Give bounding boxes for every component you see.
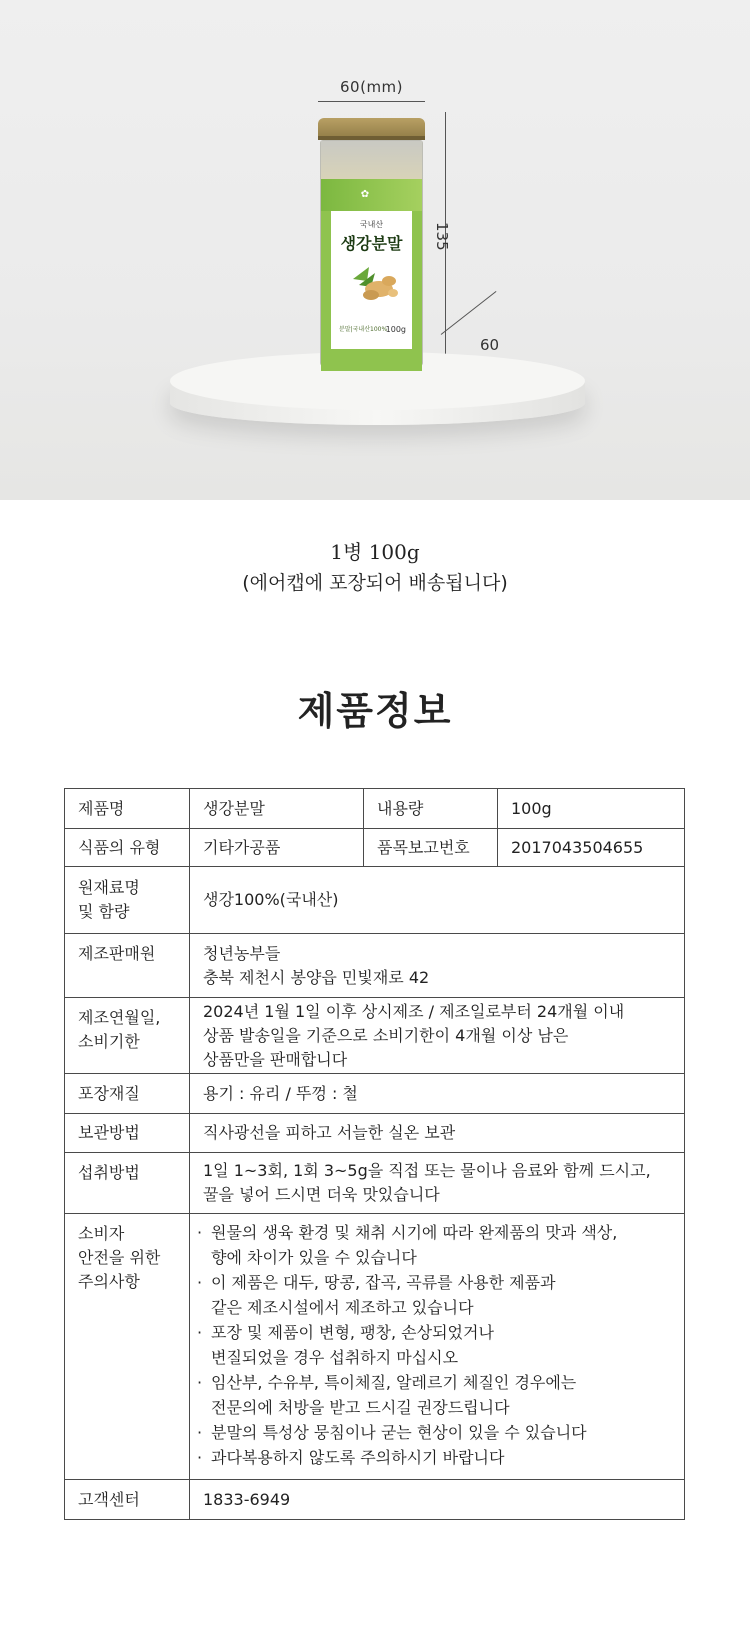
table-key-line: 주의사항 — [78, 1272, 140, 1291]
table-key — [65, 1214, 190, 1480]
table-value: 2017043504655 — [498, 829, 685, 867]
section-title: 제품정보 — [297, 688, 453, 733]
table-row — [65, 1153, 685, 1214]
table-value-line: 1일 1~3회, 1회 3~5g을 직접 또는 물이나 음료와 함께 드시고, — [203, 1161, 651, 1180]
label-bottom-band — [321, 349, 422, 371]
table-value: 생강100%(국내산) — [190, 867, 685, 934]
caption-shipping-note: (에어캡에 포장되어 배송됩니다) — [242, 572, 508, 594]
caution-line: 향에 차이가 있을 수 있습니다 — [211, 1248, 417, 1267]
caution-line: 전문의에 처방을 받고 드시길 권장드립니다 — [211, 1398, 510, 1417]
caution-line: · 과다복용하지 않도록 주의하시기 바랍니다 — [211, 1448, 505, 1467]
label-foot-left: 분말|국내산100% — [339, 326, 388, 333]
page-spacer — [0, 0, 1, 1635]
table-row — [65, 998, 685, 1074]
width-dimension-line — [318, 101, 425, 102]
table-row — [65, 867, 685, 934]
table-value: 용기 : 유리 / 뚜껑 : 철 — [190, 1074, 685, 1114]
label-band — [321, 179, 422, 211]
caution-item — [195, 1370, 671, 1420]
table-row — [65, 1480, 685, 1520]
table-value-line: 청년농부들 — [203, 943, 281, 963]
table-value-line: 꿀을 넣어 드시면 더욱 맛있습니다 — [203, 1185, 440, 1204]
caution-line: · 분말의 특성상 뭉침이나 굳는 현상이 있을 수 있습니다 — [211, 1423, 587, 1442]
jar-glass — [321, 141, 422, 179]
table-value: 100g — [498, 789, 685, 829]
table-value: 기타가공품 — [190, 829, 364, 867]
table-row — [65, 934, 685, 998]
jar-lid — [318, 118, 425, 140]
table-value-line: 2024년 1월 1일 이후 상시제조 / 제조일로부터 24개월 이내 — [203, 1001, 625, 1021]
table-key-line: 안전을 위한 — [78, 1248, 161, 1267]
label-product-name: 생강분말 — [340, 234, 403, 253]
height-dimension-label: 135 — [433, 222, 451, 251]
table-row — [65, 1214, 685, 1480]
caution-line: · 이 제품은 대두, 땅콩, 잡곡, 곡류를 사용한 제품과 — [211, 1273, 556, 1292]
product-jar — [318, 118, 425, 366]
width-dimension-label: 60(mm) — [340, 78, 404, 96]
caution-line: 변질되었을 경우 섭취하지 마십시오 — [211, 1348, 459, 1367]
table-value — [190, 998, 685, 1074]
table-key: 포장재질 — [65, 1074, 190, 1114]
caution-item — [195, 1445, 671, 1470]
table-value-line: 충북 제천시 봉양읍 민빛재로 42 — [203, 967, 430, 987]
table-key: 섭취방법 — [65, 1153, 190, 1214]
caution-item — [195, 1320, 671, 1370]
jar-label — [321, 179, 422, 349]
caution-line: · 포장 및 제품이 변형, 팽창, 손상되었거나 — [211, 1323, 494, 1342]
caution-line: · 원물의 생육 환경 및 채취 시기에 따라 완제품의 맛과 색상, — [211, 1223, 618, 1242]
table-key: 제품명 — [65, 789, 190, 829]
brand-logo-icon: ✿ — [360, 189, 370, 200]
table-key-line: 소비기한 — [78, 1032, 140, 1051]
label-origin: 국내산 — [359, 220, 384, 229]
table-key-line: 원재료명 — [78, 878, 140, 897]
depth-dimension-line — [441, 291, 497, 335]
table-key-line: 소비자 — [78, 1224, 125, 1243]
label-foot-right: 100g — [385, 325, 406, 334]
table-key: 품목보고번호 — [364, 829, 498, 867]
table-value — [190, 1214, 685, 1480]
depth-dimension-label: 60 — [480, 336, 500, 354]
table-value: 직사광선을 피하고 서늘한 실온 보관 — [190, 1114, 685, 1153]
table-key: 고객센터 — [65, 1480, 190, 1520]
caution-item — [195, 1220, 671, 1270]
product-caption — [0, 538, 750, 600]
table-value-line: 상품 발송일을 기준으로 소비기한이 4개월 이상 남은 — [203, 1025, 569, 1045]
table-row — [65, 789, 685, 829]
table-key: 제조판매원 — [65, 934, 190, 998]
caution-item — [195, 1420, 671, 1445]
table-value: 생강분말 — [190, 789, 364, 829]
table-key — [65, 867, 190, 934]
table-value: 1833-6949 — [190, 1480, 685, 1520]
table-key: 보관방법 — [65, 1114, 190, 1153]
table-key: 내용량 — [364, 789, 498, 829]
caution-list — [195, 1220, 671, 1470]
jar-body — [320, 140, 423, 366]
product-info-table — [64, 788, 685, 1520]
table-key-line: 및 함량 — [78, 902, 130, 921]
caution-line: 같은 제조시설에서 제조하고 있습니다 — [211, 1298, 474, 1317]
table-row — [65, 1114, 685, 1153]
caution-line: · 임산부, 수유부, 특이체질, 알레르기 체질인 경우에는 — [211, 1373, 577, 1392]
table-value-line: 상품만을 판매합니다 — [203, 1049, 348, 1069]
caption-volume: 1병 100g — [330, 540, 420, 564]
caution-item — [195, 1270, 671, 1320]
table-value — [190, 1153, 685, 1214]
table-key-line: 제조연월일, — [78, 1008, 161, 1027]
table-key: 식품의 유형 — [65, 829, 190, 867]
ginger-illustration-icon — [349, 261, 399, 303]
product-hero-image — [0, 0, 750, 500]
table-value — [190, 934, 685, 998]
table-row — [65, 829, 685, 867]
table-row — [65, 1074, 685, 1114]
table-key — [65, 998, 190, 1074]
